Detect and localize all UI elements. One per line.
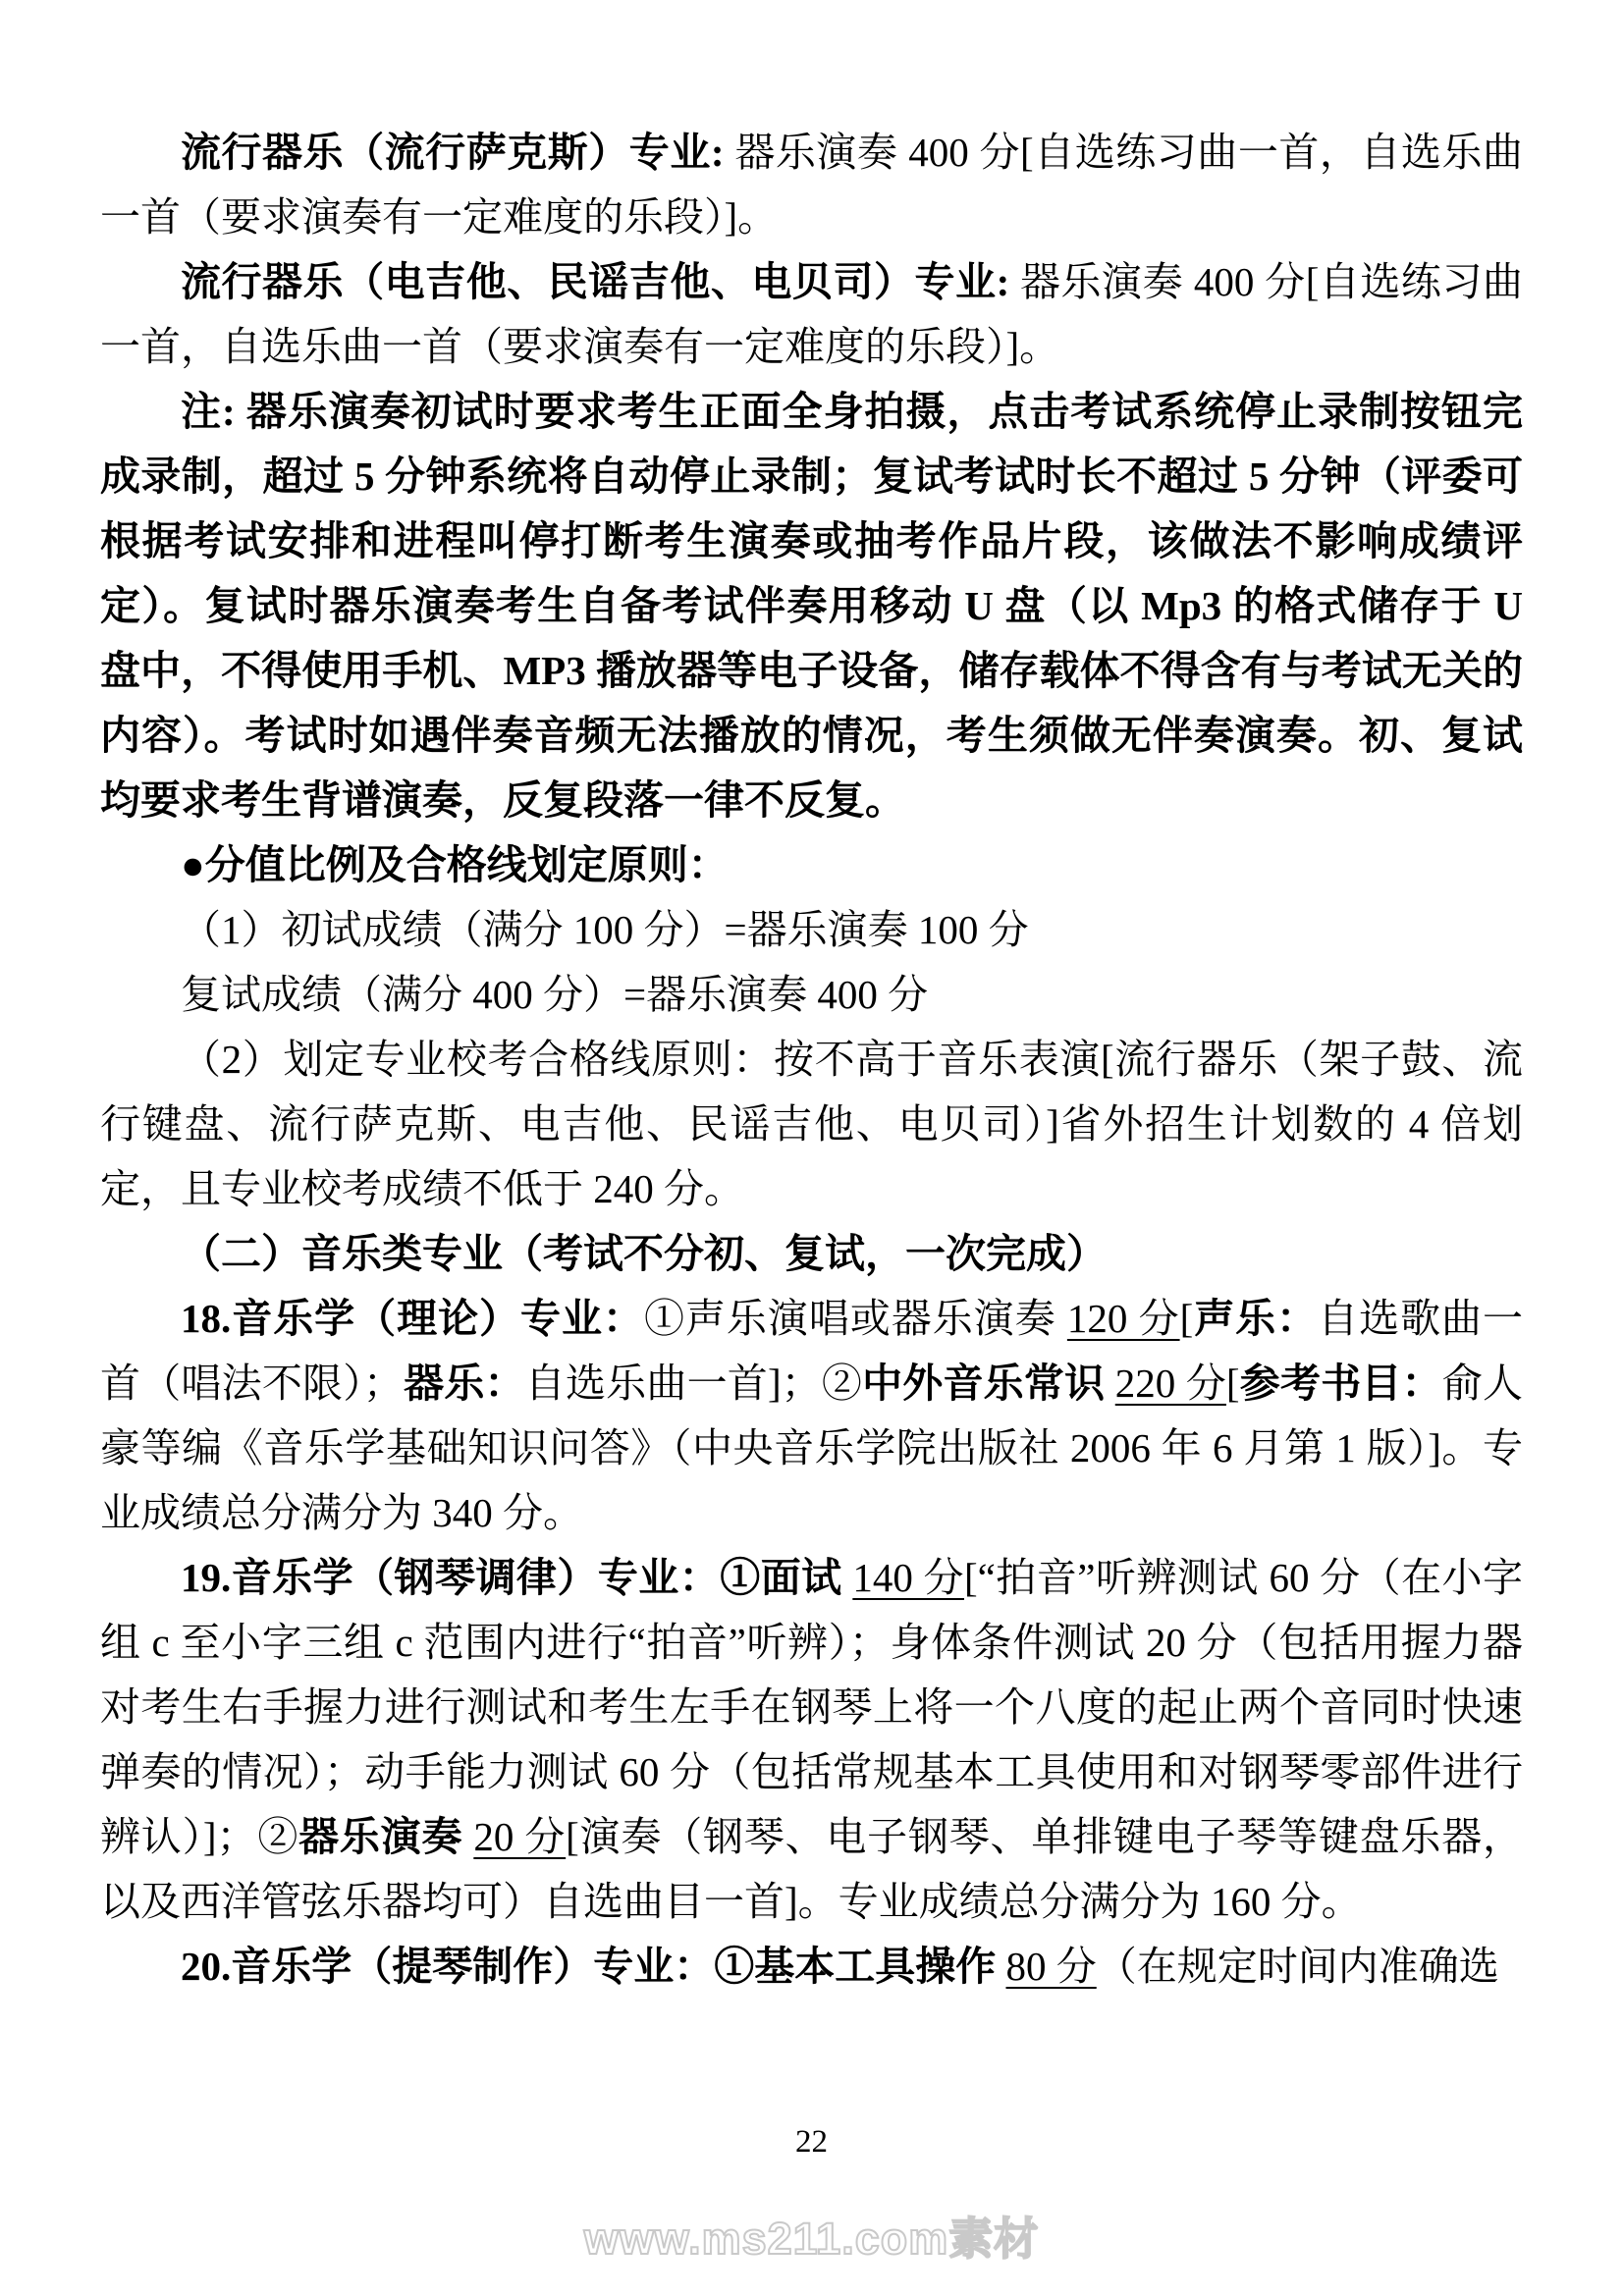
text-segment: （1）初试成绩（满分 100 分）=器乐演奏 100 分 <box>181 907 1029 952</box>
text-segment: 流行器乐（电吉他、民谣吉他、电贝司）专业: <box>181 259 1020 304</box>
para-passline <box>100 1027 1523 1221</box>
watermark: www.ms211.com素材 <box>583 2214 1040 2264</box>
text-segment: 器乐演奏 400 分[自选练习曲一首，自选乐曲一首（要求演奏有一定难度的乐段）]。 <box>100 259 1523 369</box>
page-number: 22 <box>795 2124 828 2160</box>
text-segment: 19.音乐学（钢琴调律）专业： <box>181 1555 721 1600</box>
text-segment: ①声乐演唱或器乐演奏 <box>643 1296 1067 1341</box>
text-segment: 中外音乐常识 <box>862 1361 1115 1406</box>
text-segment: 220 分 <box>1114 1361 1226 1406</box>
text-segment: [演奏（钢琴、电子钢琴、单排键电子琴等键盘乐器，以及西洋管弦乐器均可）自选曲目一首]。专业成绩总分满分为 160 分。 <box>100 1814 1524 1924</box>
text-segment: 18.音乐学（理论）专业： <box>181 1296 644 1341</box>
para-score-first-round <box>100 897 1523 962</box>
text-segment: 声乐： <box>1193 1296 1319 1341</box>
text-segment: 注: 器乐演奏初试时要求考生正面全身拍摄，点击考试系统停止录制按钮完成录制，超过 5 分钟系统将自动停止录制；复试考试时长不超过 5 分钟（评委可根据考试安排和进程叫停打断考生演奏或抽考作品片段，该做法不影响成绩评定）。复试时器乐演奏考生自备考试伴奏用移动 U 盘（以 Mp3 的格式储存于 U 盘中，不得使用手机、MP3 播放器等电子设备，储存载体不得含有与考试无关的内容）。考试时如遇伴奏音频无法播放的情况，考生须做无伴奏演奏。初、复试均要求考生背谱演奏，反复段落一律不反复。 <box>100 389 1523 823</box>
para-20-violin-making <box>100 1934 1523 1999</box>
text-segment: 器乐演奏 <box>298 1814 474 1859</box>
text-segment: ①面试 <box>720 1555 853 1600</box>
text-segment: （在规定时间内准确选 <box>1096 1944 1499 1989</box>
text-segment: 俞人豪等编《音乐学基础知识问答》（中央音乐学院出版社 2006 年 6 月第 1 版）]。专业成绩总分满分为 340 分。 <box>100 1361 1524 1535</box>
text-segment: （二）音乐类专业（考试不分初、复试，一次完成） <box>181 1231 1107 1276</box>
text-segment: （2）划定专业校考合格线原则：按不高于音乐表演[流行器乐（架子鼓、流行键盘、流行萨克斯、电吉他、民谣吉他、电贝司）]省外招生计划数的 4 倍划定，且专业校考成绩不低于 240 分。 <box>100 1037 1523 1211</box>
text-segment: 20.音乐学（提琴制作）专业： <box>181 1944 715 1989</box>
text-segment: [“拍音”听辨测试 60 分（在小字组 c 至小字三组 c 范围内进行“拍音”听辨）；身体条件测试 20 分（包括用握力器对考生右手握力进行测试和考生左手在钢琴上将一个八度的起止两个音同时快速弹奏的情况）；动手能力测试 60 分（包括常规基本工具使用和对钢琴零部件进行辨认）]；② <box>100 1555 1523 1859</box>
text-segment: ●分值比例及合格线划定原则： <box>181 842 729 887</box>
text-segment: ①基本工具操作 <box>714 1944 1006 1989</box>
text-segment: [ <box>1179 1296 1194 1341</box>
section-heading-music <box>100 1221 1523 1286</box>
text-segment: 流行器乐（流行萨克斯）专业: <box>181 130 735 175</box>
text-segment: 器乐： <box>403 1361 525 1406</box>
para-18-musicology-theory <box>100 1286 1523 1545</box>
document-body <box>100 120 1523 1999</box>
para-19-piano-tuning <box>100 1545 1523 1934</box>
text-segment: 参考书目： <box>1239 1361 1442 1406</box>
para-pop-guitar <box>100 249 1523 379</box>
text-segment: 器乐演奏 400 分[自选练习曲一首，自选乐曲一首（要求演奏有一定难度的乐段）]。 <box>100 130 1524 240</box>
text-segment: 80 分 <box>1005 1944 1097 1989</box>
para-note <box>100 379 1523 832</box>
text-segment: 自选乐曲一首]；② <box>524 1361 863 1406</box>
para-score-principle <box>100 832 1523 897</box>
para-pop-sax <box>100 120 1523 249</box>
text-segment: 复试成绩（满分 400 分）=器乐演奏 400 分 <box>181 972 929 1017</box>
para-score-second-round <box>100 962 1523 1027</box>
text-segment: 自选歌曲一首（唱法不限）； <box>100 1296 1524 1406</box>
text-segment: 120 分 <box>1066 1296 1180 1341</box>
text-segment: 20 分 <box>473 1814 567 1859</box>
text-segment: [ <box>1225 1361 1240 1406</box>
text-segment: 140 分 <box>852 1555 964 1600</box>
